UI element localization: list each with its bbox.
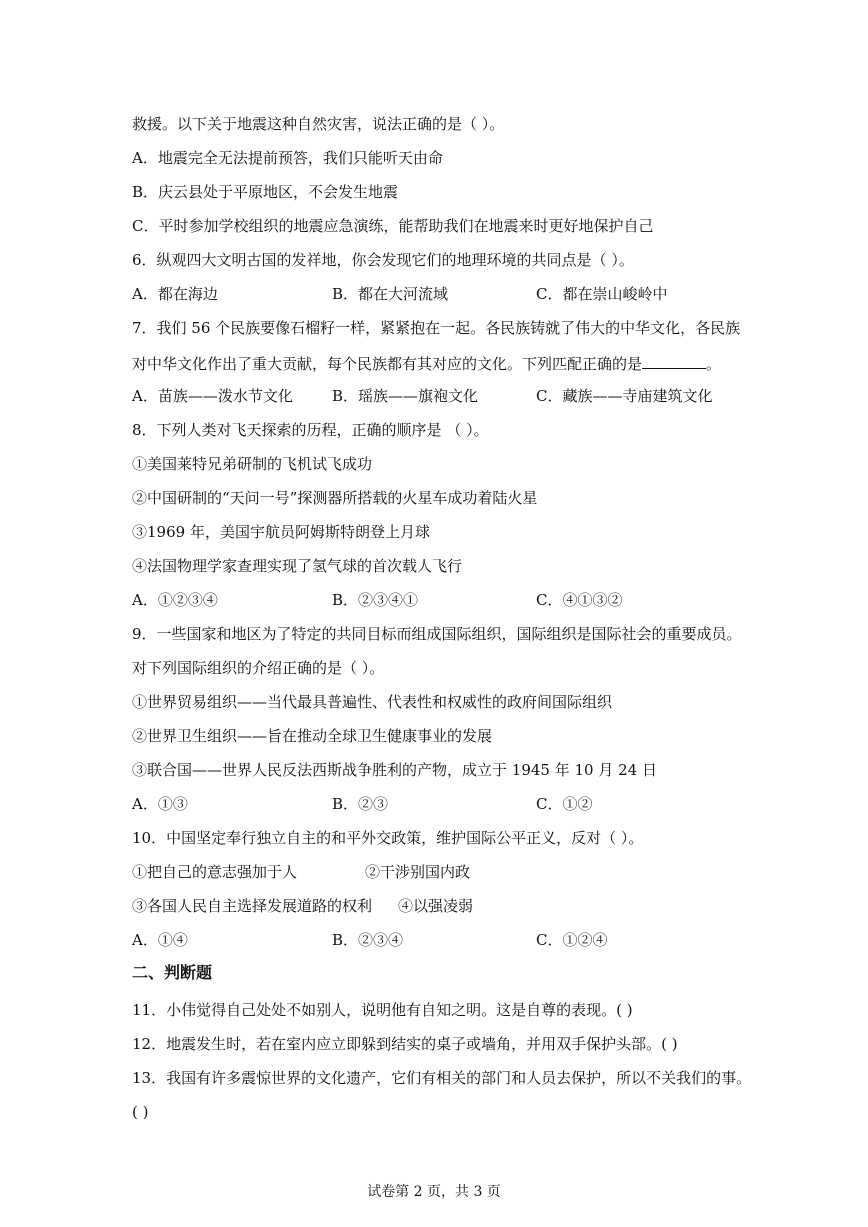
- q7-option-b: B．瑶族——旗袍文化: [332, 387, 479, 405]
- q5-option-b: B．庆云县处于平原地区，不会发生地震: [132, 183, 399, 201]
- q7-option-a: A．苗族——泼水节文化: [132, 387, 293, 405]
- q9-option-a: A．①③: [132, 795, 188, 813]
- q8-option-c: C．④①③②: [536, 591, 623, 609]
- q6-option-a: A．都在海边: [132, 285, 218, 303]
- q10-option-c: C．①②④: [536, 931, 608, 949]
- q8-option-b: B．②③④①: [332, 591, 419, 609]
- q7-stem-line1: 7．我们 56 个民族要像石榴籽一样，紧紧抱在一起。各民族铸就了伟大的中华文化，各民族: [132, 319, 741, 337]
- q6-option-c: C．都在崇山峻岭中: [536, 285, 668, 303]
- q8-item-1: ①美国莱特兄弟研制的飞机试飞成功: [132, 455, 373, 473]
- q10-option-b: B．②③④: [332, 931, 404, 949]
- q10-option-a: A．①④: [132, 931, 188, 949]
- page-footer: 试卷第 2 页，共 3 页: [367, 1184, 501, 1200]
- q10-item-3: ③各国人民自主选择发展道路的权利: [132, 897, 373, 915]
- q5-stem-end: 救援。以下关于地震这种自然灾害，说法正确的是（ ）。: [132, 115, 505, 133]
- q9-stem-line1: 9．一些国家和地区为了特定的共同目标而组成国际组织，国际组织是国际社会的重要成员。: [132, 625, 742, 643]
- q7-answer-blank: [642, 352, 706, 369]
- q10-item-1: ①把自己的意志强加于人: [132, 863, 298, 881]
- q8-stem: 8．下列人类对飞天探索的历程，正确的顺序是 （ ）。: [132, 421, 489, 439]
- q9-item-1: ①世界贸易组织——当代最具普遍性、代表性和权威性的政府间国际组织: [132, 693, 613, 711]
- q6-option-b: B．都在大河流域: [332, 285, 449, 303]
- q5-option-a: A．地震完全无法提前预答，我们只能听天由命: [132, 149, 443, 167]
- q7-option-c: C．藏族——寺庙建筑文化: [536, 387, 713, 405]
- q8-item-4: ④法国物理学家查理实现了氢气球的首次载人飞行: [132, 557, 463, 575]
- q10-item-4: ④以强凌弱: [398, 897, 474, 915]
- q8-item-2: ②中国研制的“天问一号”探测器所搭载的火星车成功着陆火星: [132, 489, 538, 507]
- q10-item-2: ②干涉别国内政: [365, 863, 471, 881]
- q9-option-c: C．①②: [536, 795, 593, 813]
- q12-stem: 12．地震发生时，若在室内应立即躲到结实的桌子或墙角，并用双手保护头部。( ): [132, 1035, 678, 1053]
- q9-stem-line2: 对下列国际组织的介绍正确的是（ ）。: [132, 659, 385, 677]
- q9-option-b: B．②③: [332, 795, 389, 813]
- section-heading-judgement: 二、判断题: [132, 963, 213, 982]
- q7-stem-end: 。: [706, 355, 722, 373]
- q9-item-2: ②世界卫生组织——旨在推动全球卫生健康事业的发展: [132, 727, 493, 745]
- q5-option-c: C．平时参加学校组织的地震应急演练，能帮助我们在地震来时更好地保护自己: [132, 217, 654, 235]
- q8-item-3: ③1969 年，美国宇航员阿姆斯特朗登上月球: [132, 523, 430, 541]
- q10-stem: 10．中国坚定奉行独立自主的和平外交政策，维护国际公平正义，反对（ ）。: [132, 829, 644, 847]
- q13-stem-line1: 13．我国有许多震惊世界的文化遗产，它们有相关的部门和人员去保护，所以不关我们的事。: [132, 1069, 752, 1087]
- q7-stem-line2: [132, 352, 721, 374]
- q13-answer-bracket: ( ): [132, 1103, 149, 1121]
- q11-stem: 11．小伟觉得自己处处不如别人，说明他有自知之明。这是自尊的表现。( ): [132, 1001, 633, 1019]
- q7-stem-text: 对中华文化作出了重大贡献，每个民族都有其对应的文化。下列匹配正确的是: [132, 355, 643, 373]
- q9-item-3: ③联合国——世界人民反法西斯战争胜利的产物，成立于 1945 年 10 月 24 日: [132, 761, 657, 779]
- q6-stem: 6．纵观四大文明古国的发祥地，你会发现它们的地理环境的共同点是（ ）。: [132, 251, 634, 269]
- q8-option-a: A．①②③④: [132, 591, 218, 609]
